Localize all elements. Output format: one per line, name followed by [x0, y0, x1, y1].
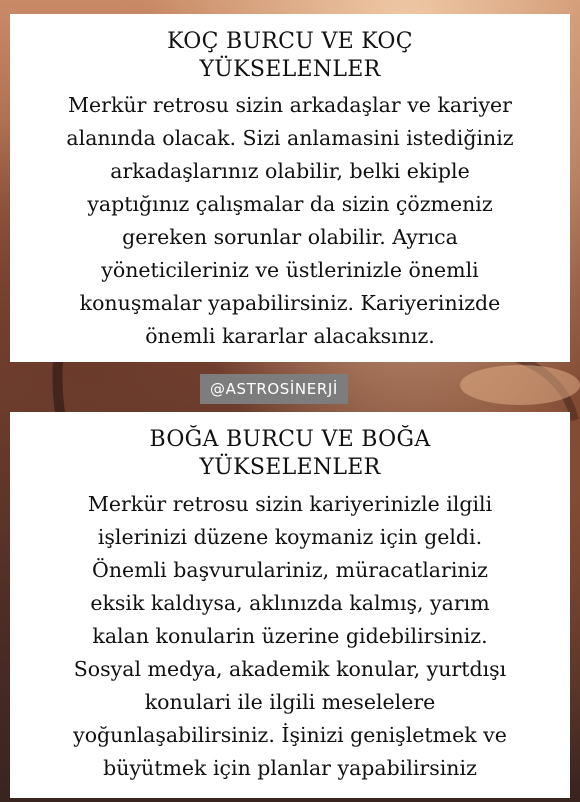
aries-line: alanında olacak. Sizi anlamasini istediğiniz [66, 126, 514, 150]
aries-line: gereken sorunlar olabilir. Ayrıca [122, 225, 458, 249]
taurus-title [10, 412, 570, 482]
aries-line: yöneticileriniz ve üstlerinizle önemli [101, 258, 479, 282]
watermark-badge: @ASTROSİNERJİ [200, 374, 348, 404]
aries-line: yaptığınız çalışmalar da sizin çözmeniz [87, 192, 493, 216]
aries-title-line2: YÜKSELENLER [199, 57, 381, 82]
taurus-line: büyütmek için planlar yapabilirsiniz [103, 756, 477, 780]
taurus-line: eksik kaldıysa, aklınızda kalmış, yarım [90, 591, 490, 615]
aries-line: konuşmalar yapabilirsiniz. Kariyerinizde [79, 291, 501, 315]
taurus-line: Merkür retrosu sizin kariyerinizle ilgili [87, 492, 493, 516]
aries-body [10, 89, 570, 353]
aries-title-line1: KOÇ BURCU VE KOÇ [167, 29, 413, 54]
taurus-title-line2: YÜKSELENLER [199, 455, 381, 480]
taurus-line: Önemli başvurulariniz, müracatlariniz [92, 558, 488, 582]
taurus-title-line1: BOĞA BURCU VE BOĞA [149, 427, 431, 452]
background-glow [460, 365, 580, 405]
aries-line: önemli kararlar alacaksınız. [145, 324, 435, 348]
taurus-body [10, 488, 570, 785]
aries-title [10, 14, 570, 84]
aries-card [10, 14, 570, 362]
taurus-line: kalan konularin üzerine gidebilirsiniz. [92, 624, 488, 648]
taurus-line: işlerinizi düzene koymaniz için geldi. [97, 525, 483, 549]
taurus-card [10, 412, 570, 798]
aries-line: Merkür retrosu sizin arkadaşlar ve kariyer [68, 93, 512, 117]
aries-line: arkadaşlarınız olabilir, belki ekiple [110, 159, 470, 183]
taurus-line: konulari ile ilgili meselelere [144, 690, 436, 714]
taurus-line: Sosyal medya, akademik konular, yurtdışı [73, 657, 507, 681]
taurus-line: yoğunlaşabilirsiniz. İşinizi genişletmek ve [73, 723, 507, 747]
